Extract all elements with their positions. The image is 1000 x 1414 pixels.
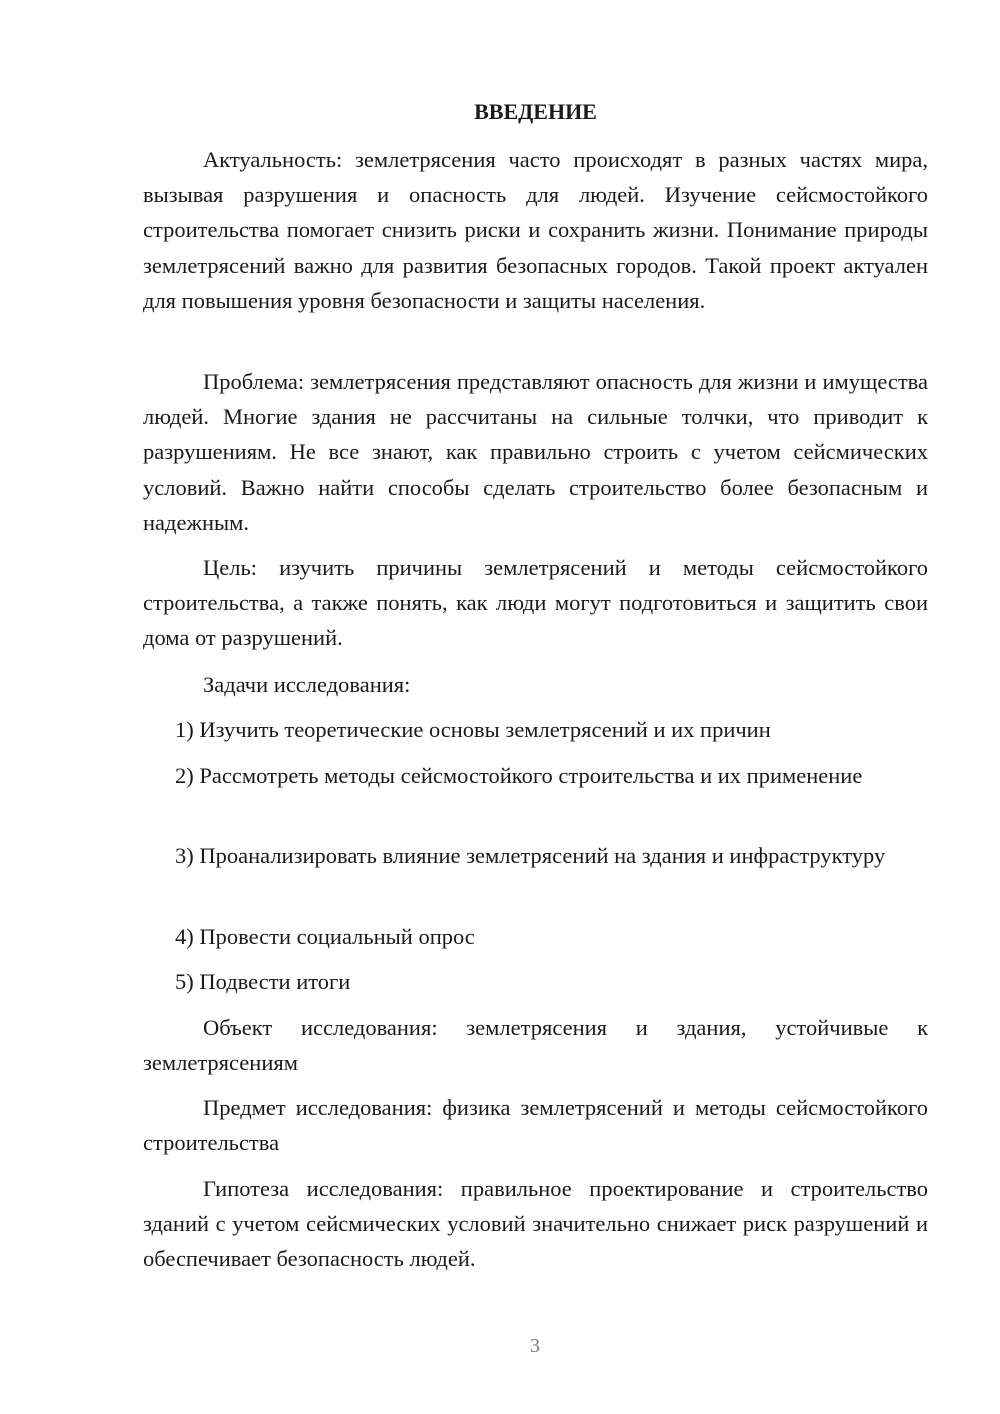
paragraph-goal: Цель: изучить причины землетрясений и методы сейсмостойкого строительства, а также понять, как люди могут подготовиться и защитить свои дома от разрушений. (143, 555, 928, 651)
task-item-1: 1) Изучить теоретические основы землетрясений и их причин (175, 717, 771, 742)
paragraph-hypothesis: Гипотеза исследования: правильное проектирование и строительство зданий с учетом сейсмических условий значительно снижает риск разрушений и обеспечивает безопасность людей. (143, 1176, 928, 1272)
paragraph-relevance: Актуальность: землетрясения часто происходят в разных частях мира, вызывая разрушения и опасность для людей. Изучение сейсмостойкого строительства помогает снизить риски и сохранить жизни. Понимание природы землетрясений важно для развития безопасных городов. Такой проект актуален для повышения уровня безопасности и защиты населения. (143, 147, 928, 313)
paragraph-problem: Проблема: землетрясения представляют опасность для жизни и имущества людей. Многие здания не рассчитаны на сильные толчки, что приводит к разрушениям. Не все знают, как правильно строить с учетом сейсмических условий. Важно найти способы сделать строительство более безопасным и надежным. (143, 369, 928, 535)
page-number: 3 (530, 1335, 540, 1357)
task-item-3: 3) Проанализировать влияние землетрясений на здания и инфраструктуру (175, 843, 886, 868)
paragraph-subject: Предмет исследования: физика землетрясений и методы сейсмостойкого строительства (143, 1095, 928, 1156)
tasks-heading: Задачи исследования: (203, 672, 411, 697)
task-item-4: 4) Провести социальный опрос (175, 924, 475, 949)
task-item-2: 2) Рассмотреть методы сейсмостойкого строительства и их применение (175, 763, 863, 788)
page-title: ВВЕДЕНИЕ (474, 99, 597, 124)
paragraph-object: Объект исследования: землетрясения и здания, устойчивые к землетрясениям (143, 1015, 928, 1076)
task-item-5: 5) Подвести итоги (175, 969, 351, 994)
